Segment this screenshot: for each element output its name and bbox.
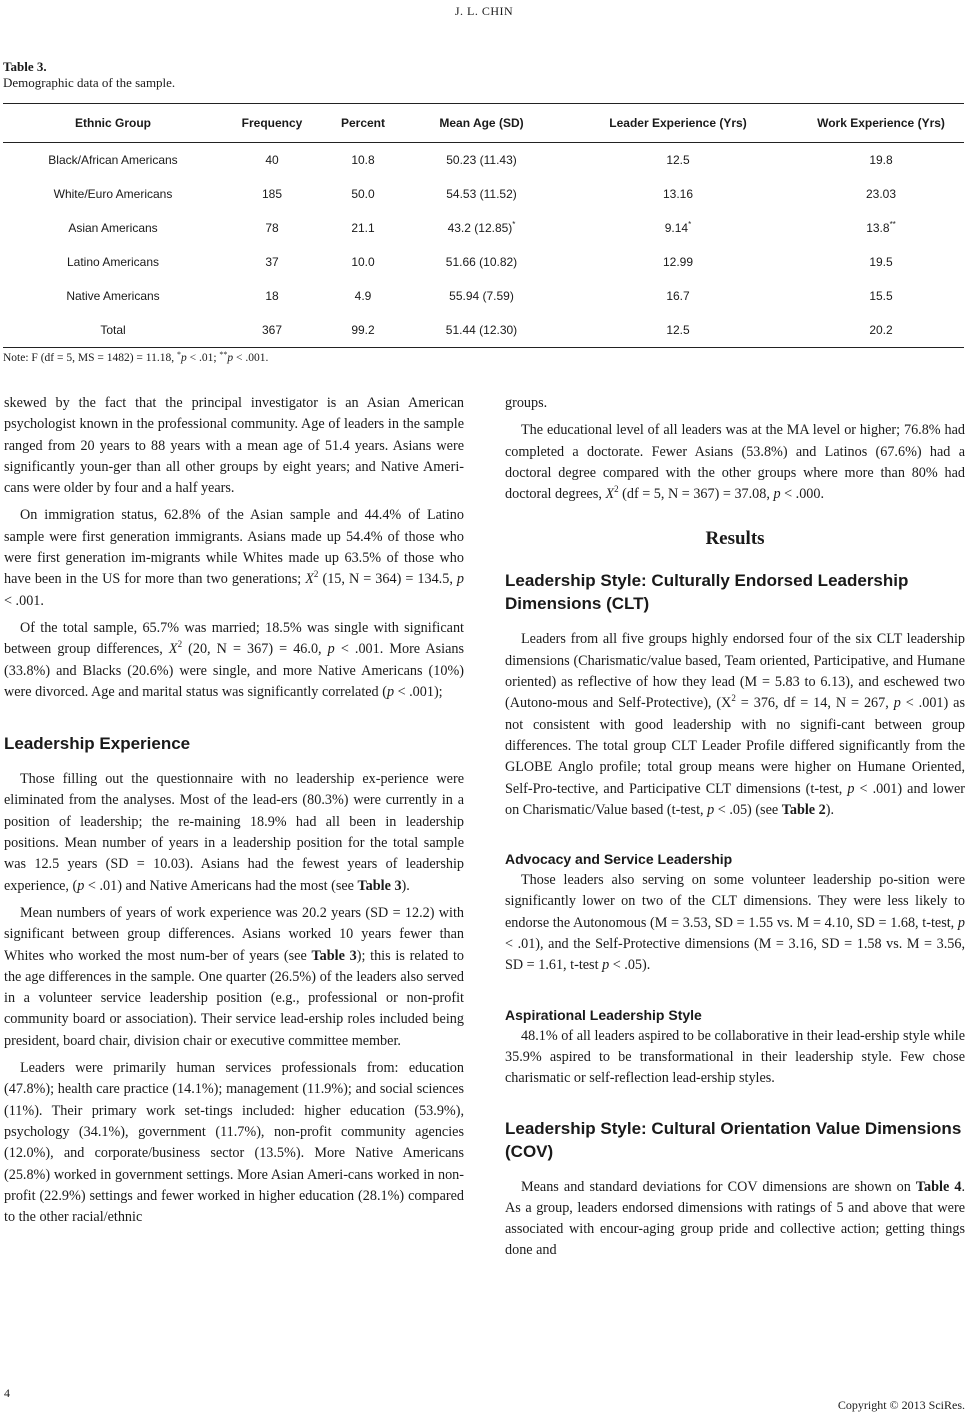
cell-value: 54.53 (11.52) <box>446 187 517 201</box>
cell-percent: 99.2 <box>351 323 375 337</box>
left-column <box>4 393 464 1228</box>
superscript: 2 <box>731 693 736 704</box>
p-symbol: p <box>456 571 464 588</box>
cell-work-exp <box>798 177 964 211</box>
text: ). <box>401 877 410 894</box>
cell-frequency: 185 <box>261 187 283 201</box>
cell-work-exp <box>798 313 964 348</box>
note-text: < .001. <box>233 352 269 364</box>
column-header: Ethnic Group <box>75 116 151 130</box>
paragraph <box>505 870 965 976</box>
cell-leader-exp <box>558 279 798 313</box>
text: The educational level of all leaders was at the MA level or higher; 76.8% had completed a doctorate. Fewer Asians (53.8%) and Latinos (67.6%) had a doctoral degree compared with the other groups where more than 80% had doctoral degrees, <box>505 422 965 503</box>
cell-frequency: 37 <box>265 255 279 269</box>
cell-percent: 10.0 <box>351 255 375 269</box>
text: . As a group, leaders endorsed dimensions with ratings of 5 and above that were associated with encour-aging group pride and collective action; getting things done and <box>505 1178 965 1259</box>
table-reference: Table 4 <box>915 1178 962 1195</box>
cell-group: Total <box>100 323 126 337</box>
cell-leader-exp <box>558 245 798 279</box>
cell-frequency: 18 <box>265 289 279 303</box>
cell-mean-age <box>405 313 558 348</box>
cell-percent: 4.9 <box>354 289 372 303</box>
superscript: 2 <box>313 569 319 580</box>
cell-value: 12.99 <box>662 255 694 269</box>
cell-work-exp <box>798 143 964 178</box>
paragraph: Leaders were primarily human services professionals from: education (47.8%); health care practice (14.1%); management (11.9%); and social sciences (11%). Their primary work set-tings included: higher education (53.9%), psychology (34.1%), government (11.7%), non-profit community agencies (12.0%), and corporate/business sector (13.5%). More Native Americans (25.8%) worked in government settings. More Asian Ameri-cans worked in non-profit (22.9%) settings and fewer worked in higher education (28.1%) compared to the other racial/ethnic <box>4 1060 464 1226</box>
cell-mean-age <box>405 143 558 178</box>
cell-percent: 50.0 <box>351 187 375 201</box>
paragraph <box>505 1177 965 1262</box>
cell-value: 13.16 <box>662 187 694 201</box>
sig-mark: * <box>688 220 692 229</box>
paragraph: groups. <box>505 395 548 411</box>
cell-value: 15.5 <box>869 289 893 303</box>
text: < .01) and Native Americans had the most (see <box>84 877 358 894</box>
text: (df = 5, N = 367) = 37.08, <box>618 486 774 503</box>
text: ). <box>825 801 835 818</box>
column-header: Percent <box>340 116 386 130</box>
cell-mean-age <box>405 279 558 313</box>
cell-value: 55.94 (7.59) <box>449 289 514 303</box>
cell-value: 51.66 (10.82) <box>445 255 518 269</box>
cell-mean-age <box>405 211 558 245</box>
table-row <box>3 143 964 178</box>
paragraph: skewed by the fact that the principal investigator is an Asian American psychologist known in the professional community. Age of leaders in the sample ranged from 20 years to 88 years with a mean age of 51.4 years. Asians were significantly youn-ger than all other groups by eight years; and Native Ameri-cans were older by four and a half years. <box>4 395 464 497</box>
subsection-heading: Aspirational Leadership Style <box>505 1006 702 1023</box>
cell-percent: 21.1 <box>351 221 375 235</box>
note-mark: ** <box>219 350 228 359</box>
text: < .001) as not consistent with good leadership with no signifi-cant between group differences. The total group CLT Leader Profile differed significantly from the GLOBE Anglo profile; total group means were higher on Humane Oriented, Self-Pro-tective, and Participative CLT dimensions (t-test, <box>505 695 965 797</box>
cell-value: 19.5 <box>869 255 893 269</box>
paragraph <box>505 629 965 821</box>
text: < .001); <box>394 683 443 700</box>
text: Those filling out the questionnaire with no leadership ex-perience were eliminated from the analyses. Most of the lead-ers (80.3%) were currently in a position of leadership; the re-maining 18.9% had all been in leadership positions. Mean number of years in a leadership position for the total sample was 12.5 years (SD = 10.03). Asians had the fewest years of leadership experience, ( <box>4 771 464 894</box>
table-row <box>3 177 964 211</box>
sig-mark: ** <box>889 220 896 229</box>
table-note <box>3 352 268 364</box>
cell-value: 43.2 (12.85) <box>447 221 513 235</box>
demographic-table <box>3 103 964 348</box>
cell-frequency: 78 <box>265 221 279 235</box>
text: Of the total sample, 65.7% was married; 18.5% was single with significant between group differences, <box>4 619 464 658</box>
section-heading: Leadership Style: Cultural Orientation Value Dimensions (COV) <box>505 1118 962 1161</box>
text: < .05). <box>609 957 651 974</box>
text: Leaders from all five groups highly endorsed four of the six CLT leadership dimensions (Charismatic/value based, Team oriented, Participative, and Humane oriented) as reflective of how they lead (M = 5.83 to 6.13), and eschewed two (Autono-mous and Self-Protective), (X <box>505 631 965 712</box>
p-symbol: p <box>773 486 781 503</box>
text: Means and standard deviations for COV dimensions are shown on <box>521 1178 916 1195</box>
table-caption <box>3 59 175 91</box>
right-column <box>505 393 965 1262</box>
cell-value: 13.8 <box>866 221 890 235</box>
note-p: p <box>227 352 234 364</box>
copyright-notice: Copyright © 2013 SciRes. <box>837 1398 965 1412</box>
column-header: Work Experience (Yrs) <box>817 116 945 130</box>
note-text: Note: F (df = 5, MS = 1482) = 11.18, <box>3 352 177 364</box>
p-symbol: p <box>602 957 610 974</box>
note-text: < .01; <box>186 352 220 364</box>
paragraph <box>4 618 464 703</box>
cell-value: 12.5 <box>666 153 690 167</box>
table-reference: Table 3 <box>311 947 357 964</box>
cell-leader-exp <box>558 211 798 245</box>
column-header: Frequency <box>241 116 303 130</box>
table-number: Table 3. <box>3 59 47 74</box>
text: Those leaders also serving on some volunteer leadership po-sition were significantly lower on two of the CLT dimensions. They were less likely to endorse the Autonomous (M = 3.53, SD = 1.55 vs. M = 4.10, SD = 1.68, t-test, <box>505 872 965 931</box>
cell-group: Latino Americans <box>66 255 160 269</box>
paragraph <box>505 420 965 505</box>
column-header: Leader Experience (Yrs) <box>609 116 747 130</box>
subsection-heading: Advocacy and Service Leadership <box>505 851 733 868</box>
paragraph <box>4 903 464 1052</box>
text: = 376, df = 14, N = 267, <box>735 695 894 712</box>
sig-mark: * <box>512 220 516 229</box>
paragraph <box>4 505 464 611</box>
text: ); this is related to the age differences in the sample. One quarter (26.5%) of the leaders also served in a volunteer service leadership position (e.g., professional or non-profit community board or association). Their service lead-ership roles included being president, board chair, division chair or executive committee member. <box>4 947 464 1049</box>
chi-symbol: X <box>605 486 615 503</box>
p-symbol: p <box>386 683 395 700</box>
table-reference: Table 2 <box>781 801 826 818</box>
text: < .001) and lower on Charismatic/Value based (t-test, <box>505 780 966 818</box>
cell-frequency: 40 <box>265 153 279 167</box>
chi-symbol: X <box>305 571 314 588</box>
text: < .001. <box>4 592 44 609</box>
cell-group: Black/African Americans <box>48 153 178 167</box>
table-row <box>3 211 964 245</box>
cell-mean-age <box>405 245 558 279</box>
page-number: 4 <box>4 1386 10 1400</box>
text: < .05) (see <box>714 801 782 818</box>
table-row <box>3 279 964 313</box>
p-symbol: p <box>327 641 335 658</box>
cell-leader-exp <box>558 313 798 348</box>
cell-mean-age <box>405 177 558 211</box>
cell-value: 9.14 <box>664 221 689 235</box>
table-reference: Table 3 <box>357 877 402 894</box>
cell-value: 16.7 <box>666 289 690 303</box>
text: On immigration status, 62.8% of the Asian sample and 44.4% of Latino sample were first generation immigrants. Asians made up 54.4% of those who were first generation im-migrants while Whites made up 63.5% of those who have been in the US for more than two generations; <box>4 507 464 588</box>
results-heading: Results <box>705 528 765 550</box>
table-title: Demographic data of the sample. <box>3 75 176 90</box>
column-header: Mean Age (SD) <box>439 116 524 130</box>
cell-value: 50.23 (11.43) <box>446 153 517 167</box>
table-row <box>3 245 964 279</box>
paragraph: 48.1% of all leaders aspired to be collaborative in their lead-ership style while 35.9% aspired to be transformational in their leadership style. Few chose charismatic or self-reflection lead-ership styles. <box>505 1027 965 1087</box>
cell-value: 12.5 <box>666 323 690 337</box>
chi-symbol: X <box>168 641 178 658</box>
cell-leader-exp <box>558 143 798 178</box>
table-total-row <box>3 313 964 348</box>
cell-group: Asian Americans <box>68 221 158 235</box>
text: (20, N = 367) = 46.0, <box>182 641 328 658</box>
section-heading: Leadership Style: Culturally Endorsed Leadership Dimensions (CLT) <box>505 571 909 614</box>
running-head: J. L. CHIN <box>454 4 514 18</box>
p-symbol: p <box>957 914 965 931</box>
text: < .001. More Asians (33.8%) and Blacks (20.6%) were single, and more Native Americans (10%) were divorced. Age and marital status was significantly correlated ( <box>4 641 464 700</box>
cell-value: 20.2 <box>869 323 893 337</box>
note-p: p <box>180 352 187 364</box>
cell-work-exp <box>798 279 964 313</box>
text: (15, N = 364) = 134.5, <box>318 571 457 588</box>
cell-work-exp <box>798 211 964 245</box>
cell-leader-exp <box>558 177 798 211</box>
cell-group: White/Euro Americans <box>53 187 173 201</box>
p-symbol: p <box>707 801 715 818</box>
cell-work-exp <box>798 245 964 279</box>
superscript: 2 <box>614 484 619 495</box>
table-header-row <box>3 104 964 143</box>
text: < .01), and the Self-Protective dimensions (M = 3.16, SD = 1.58 vs. M = 3.56, SD = 1.61, t-test <box>505 936 965 974</box>
superscript: 2 <box>177 639 183 650</box>
p-symbol: p <box>77 877 85 894</box>
p-symbol: p <box>847 780 855 797</box>
section-heading: Leadership Experience <box>4 734 191 754</box>
text: < .000. <box>780 486 825 503</box>
note-mark: * <box>176 350 181 359</box>
cell-group: Native Americans <box>66 289 160 303</box>
cell-percent: 10.8 <box>351 153 375 167</box>
cell-value: 19.8 <box>869 153 893 167</box>
cell-frequency: 367 <box>261 323 283 337</box>
paragraph <box>4 769 464 897</box>
text: Mean numbers of years of work experience was 20.2 years (SD = 12.2) with significant between group differences. Asians worked 10 years fewer than Whites who worked the most num-ber of years (see <box>4 904 464 964</box>
p-symbol: p <box>893 695 901 712</box>
cell-value: 23.03 <box>865 187 897 201</box>
cell-value: 51.44 (12.30) <box>445 323 518 337</box>
